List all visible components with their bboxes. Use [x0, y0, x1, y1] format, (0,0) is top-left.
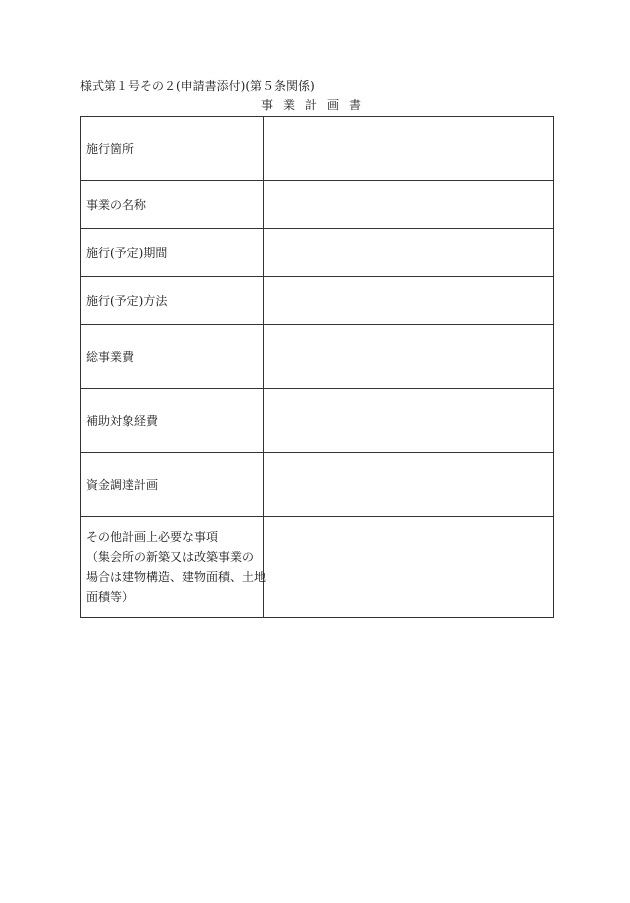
row-label-funding-plan: 資金調達計画 — [81, 453, 264, 517]
row-value-subsidy-eligible-cost[interactable] — [264, 389, 554, 453]
row-label-construction-site: 施行箇所 — [81, 117, 264, 181]
row-label-construction-period: 施行(予定)期間 — [81, 229, 264, 277]
table-row — [81, 229, 554, 277]
row-value-funding-plan[interactable] — [264, 453, 554, 517]
table-row — [81, 277, 554, 325]
row-value-construction-site[interactable] — [264, 117, 554, 181]
other-items-line-3: 場合は建物構造、建物面積、土地 — [86, 570, 267, 584]
form-number-label: 様式第１号その２(申請書添付)(第５条関係) — [80, 79, 315, 93]
row-label-other-required-items — [81, 517, 267, 618]
table-row — [81, 117, 554, 181]
row-value-project-name[interactable] — [264, 181, 554, 229]
row-label-subsidy-eligible-cost: 補助対象経費 — [81, 389, 264, 453]
table-row — [81, 453, 554, 517]
document-title: 事業計画書 — [260, 98, 371, 112]
table-row — [81, 517, 554, 618]
row-label-total-project-cost: 総事業費 — [81, 325, 264, 389]
row-value-other-required-items[interactable] — [264, 517, 554, 618]
row-value-total-project-cost[interactable] — [264, 325, 554, 389]
table-row — [81, 181, 554, 229]
row-value-construction-period[interactable] — [264, 229, 554, 277]
business-plan-table — [80, 116, 554, 618]
table-row — [81, 389, 554, 453]
row-value-construction-method[interactable] — [264, 277, 554, 325]
table-row — [81, 325, 554, 389]
other-items-line-2: （集会所の新築又は改築事業の — [86, 550, 255, 564]
row-label-construction-method: 施行(予定)方法 — [81, 277, 264, 325]
row-label-project-name: 事業の名称 — [81, 181, 264, 229]
other-items-line-1: その他計画上必要な事項 — [86, 530, 219, 544]
other-items-line-4: 面積等） — [86, 590, 135, 604]
